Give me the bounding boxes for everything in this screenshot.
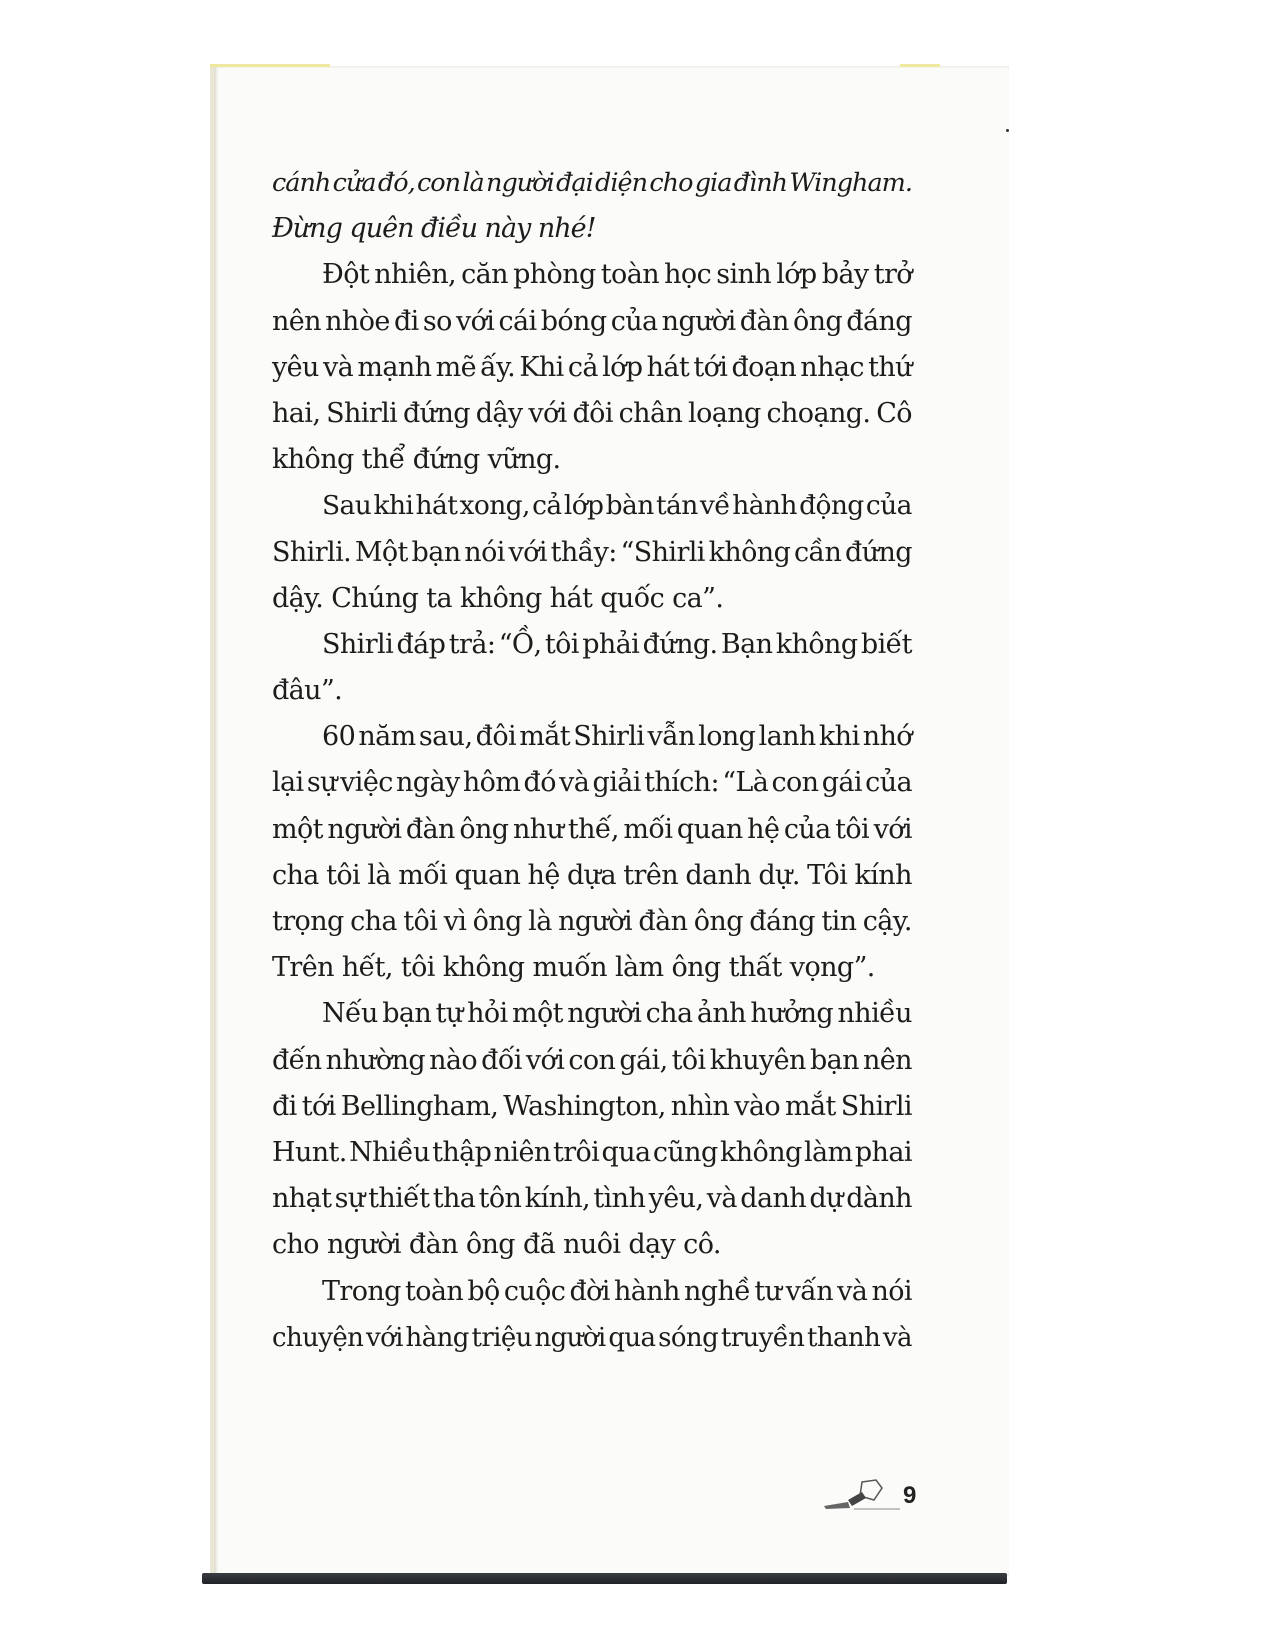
word: hôm: [462, 767, 521, 799]
word: nghề: [684, 1275, 751, 1307]
word: là: [528, 906, 552, 937]
word: người: [534, 1322, 606, 1353]
word: con: [568, 1044, 616, 1076]
word: đứng: [845, 536, 912, 568]
text-line: [272, 437, 912, 483]
word: gái,: [619, 1044, 668, 1076]
word: nên: [272, 305, 321, 337]
word: Wingham.: [789, 168, 912, 198]
word: gia: [694, 168, 732, 198]
word: dự: [809, 1183, 843, 1215]
word: dự.: [758, 859, 800, 891]
word: một: [272, 813, 323, 845]
word: vào: [734, 1090, 781, 1122]
word: trôi: [552, 1136, 600, 1168]
word: mạnh: [357, 351, 432, 383]
word: Washington,: [503, 1090, 666, 1122]
word: lớp: [563, 490, 604, 522]
word: Một: [354, 536, 408, 568]
word: của: [610, 305, 658, 337]
text-line: [272, 1176, 912, 1222]
word: đứng.: [642, 628, 718, 660]
word: đáng: [846, 305, 912, 337]
word: giải: [592, 767, 641, 799]
word: đoạn: [731, 351, 797, 383]
word: nào: [429, 1044, 478, 1076]
word: không: [708, 536, 791, 568]
word: đối: [481, 1044, 522, 1076]
word: hưởng: [750, 998, 834, 1030]
word: kính: [854, 859, 912, 891]
word: với: [508, 536, 547, 568]
word: với: [525, 1044, 565, 1076]
text-line: [272, 299, 912, 345]
word: Trong: [322, 1275, 401, 1307]
word: học: [664, 259, 712, 291]
word: vẫn: [647, 721, 695, 753]
word: người: [661, 305, 736, 337]
word: lớp: [602, 351, 643, 383]
text-line: [272, 668, 912, 714]
word: cánh: [272, 168, 331, 198]
line-text: Đừng quên điều này nhé!: [272, 213, 596, 245]
word: với: [365, 1322, 403, 1353]
word: dậy: [475, 397, 523, 429]
word: đàn: [638, 906, 688, 937]
word: đó: [523, 767, 556, 799]
word: phai: [854, 1136, 912, 1168]
word: người: [567, 998, 642, 1030]
word: đứng: [402, 397, 470, 429]
word: hàng: [405, 1322, 469, 1353]
word: thích:: [644, 767, 719, 799]
word: Hunt.: [272, 1136, 347, 1168]
text-line: [272, 206, 912, 252]
text-line: [272, 760, 912, 806]
word: mẽ: [435, 351, 476, 383]
word: Shirli: [322, 628, 394, 660]
word: đáp: [396, 628, 446, 660]
word: triệu: [471, 1322, 532, 1353]
word: một: [511, 998, 563, 1030]
text-line: [272, 1315, 912, 1361]
word: khi: [818, 721, 860, 753]
text-line: [272, 1084, 912, 1130]
word: lanh: [758, 721, 816, 753]
word: với: [528, 397, 567, 429]
word: Khi: [519, 351, 564, 383]
word: qua: [608, 1322, 656, 1353]
text-line: [272, 1269, 912, 1315]
word: yêu: [272, 351, 319, 383]
word: cha: [645, 998, 693, 1030]
word: ảnh: [696, 998, 746, 1030]
word: Bellingham,: [340, 1090, 499, 1122]
word: của: [783, 813, 831, 845]
word: đại: [556, 168, 593, 198]
word: hát: [646, 351, 690, 383]
word: trọng: [272, 906, 344, 937]
word: thập: [432, 1136, 492, 1168]
word: tình: [593, 1183, 646, 1215]
word: nhìn: [670, 1090, 730, 1122]
word: ông: [693, 906, 743, 937]
word: nhớ: [862, 721, 912, 753]
word: “Ồ,: [498, 628, 542, 660]
word: so: [422, 305, 452, 337]
word: với: [873, 813, 912, 845]
word: tự: [435, 998, 463, 1030]
word: nhạc: [800, 351, 864, 383]
word: Nhiều: [349, 1136, 430, 1168]
word: lại: [272, 767, 304, 799]
word: bàn: [605, 490, 654, 522]
word: yêu,: [648, 1183, 704, 1215]
word: làm: [804, 1136, 853, 1168]
text-line: [272, 483, 912, 529]
word: tha: [432, 1183, 476, 1215]
line-text: đâu”.: [272, 675, 343, 707]
word: nhiên,: [374, 259, 456, 291]
word: chân: [618, 397, 683, 429]
word: cuộc: [503, 1275, 566, 1307]
word: qua: [601, 1136, 651, 1168]
word: không: [719, 1136, 802, 1168]
word: “Là: [722, 767, 769, 799]
word: hành: [613, 1275, 680, 1307]
word: hỏi: [467, 998, 508, 1030]
word: cha: [272, 859, 319, 891]
word: nói: [871, 1275, 912, 1307]
word: vấn: [785, 1275, 833, 1307]
word: nhường: [325, 1044, 426, 1076]
text-line: [272, 714, 912, 760]
word: nhiều: [837, 998, 912, 1030]
word: con: [417, 168, 461, 198]
word: danh: [685, 859, 752, 891]
word: đi: [393, 305, 419, 337]
word: con: [771, 767, 819, 799]
word: gái: [821, 767, 862, 799]
text-line: [272, 1038, 912, 1084]
word: sinh: [716, 259, 772, 291]
text-line: [272, 345, 912, 391]
word: sự: [306, 767, 337, 799]
word: biết: [860, 628, 912, 660]
word: thanh: [807, 1322, 881, 1353]
word: bộ: [467, 1275, 500, 1307]
word: 60: [322, 721, 356, 753]
word: diện: [595, 168, 648, 198]
page-edge-highlight: [900, 64, 940, 67]
word: trả:: [448, 628, 496, 660]
text-line: [272, 252, 912, 298]
word: thế,: [567, 813, 619, 845]
word: khi: [373, 490, 414, 522]
word: đến: [272, 1044, 322, 1076]
word: và: [323, 351, 354, 383]
word: nên: [863, 1044, 912, 1076]
word: ông: [472, 906, 522, 937]
word: dựa: [567, 859, 616, 891]
word: Đột: [322, 259, 370, 291]
word: vì: [443, 906, 467, 937]
word: ông: [459, 813, 509, 845]
line-text: cho người đàn ông đã nuôi dạy cô.: [272, 1229, 721, 1261]
word: phải: [582, 628, 640, 660]
word: Nếu: [322, 998, 378, 1030]
line-text: Trên hết, tôi không muốn làm ông thất vọng”.: [272, 952, 875, 984]
word: bảy: [821, 259, 869, 291]
word: ấy.: [480, 351, 516, 383]
word: bạn: [809, 1044, 859, 1076]
word: trở: [873, 259, 912, 291]
word: và: [837, 1275, 868, 1307]
word: hai,: [272, 397, 321, 429]
word: cả: [567, 351, 598, 383]
word: tôi: [835, 813, 870, 845]
word: Shirli: [840, 1090, 912, 1122]
word: căn: [461, 259, 508, 291]
text-line: [272, 160, 912, 206]
word: hệ: [527, 859, 560, 891]
text-line: [272, 391, 912, 437]
word: bạn: [411, 536, 461, 568]
word: cả: [532, 490, 562, 522]
word: người: [486, 168, 554, 198]
word: năm: [358, 721, 416, 753]
word: tư: [754, 1275, 782, 1307]
word: chuyện: [272, 1322, 364, 1353]
word: với: [455, 305, 495, 337]
word: xong,: [459, 490, 530, 522]
word: sự: [334, 1183, 365, 1215]
text-line: [272, 853, 912, 899]
word: long: [698, 721, 756, 753]
word: “Shirli: [620, 536, 705, 568]
word: việc: [340, 767, 393, 799]
word: cái: [498, 305, 537, 337]
word: mắt: [519, 721, 570, 753]
word: về: [699, 490, 730, 522]
word: sau,: [418, 721, 473, 753]
word: không: [775, 628, 858, 660]
word: danh: [740, 1183, 807, 1215]
word: bạn: [382, 998, 432, 1030]
word: cậy.: [862, 906, 912, 937]
word: nhạt: [272, 1183, 332, 1215]
word: toàn: [405, 1275, 464, 1307]
word: Bạn: [720, 628, 773, 660]
page-number: 9: [903, 1482, 917, 1509]
word: sóng: [658, 1322, 719, 1353]
word: và: [882, 1322, 912, 1353]
word: Shirli.: [272, 536, 352, 568]
word: đàn: [405, 813, 455, 845]
line-text: dậy. Chúng ta không hát quốc ca”.: [272, 582, 724, 614]
word: niên: [493, 1136, 551, 1168]
word: thầy:: [550, 536, 617, 568]
text-line: [272, 622, 912, 668]
word: nói: [464, 536, 505, 568]
word: đời: [569, 1275, 610, 1307]
word: quan: [676, 813, 743, 845]
word: bóng: [540, 305, 607, 337]
word: tôi: [403, 906, 438, 937]
word: là: [367, 859, 391, 891]
word: đàn: [739, 305, 789, 337]
word: truyền: [720, 1322, 805, 1353]
word: ông: [792, 305, 843, 337]
text-line: [272, 945, 912, 991]
word: người: [558, 906, 633, 937]
text-line: [272, 991, 912, 1037]
text-line: [272, 576, 912, 622]
word: đình: [733, 168, 788, 198]
word: hát: [415, 490, 458, 522]
text-line: [272, 899, 912, 945]
word: đáng: [749, 906, 815, 937]
word: nhòe: [325, 305, 390, 337]
pen-ornament-icon: [818, 1478, 902, 1512]
word: Cô: [876, 397, 912, 429]
word: Tôi: [807, 859, 848, 891]
word: tới: [693, 351, 728, 383]
word: mối: [623, 813, 673, 845]
word: đó,: [377, 168, 415, 198]
word: hành: [732, 490, 797, 522]
text-line: [272, 807, 912, 853]
word: đôi: [572, 397, 613, 429]
word: trên: [623, 859, 679, 891]
word: đôi: [475, 721, 517, 753]
word: cũng: [652, 1136, 718, 1168]
word: Shirli: [326, 397, 398, 429]
word: động: [799, 490, 864, 522]
word: tôi: [326, 859, 361, 891]
word: mắt: [785, 1090, 836, 1122]
word: tin: [821, 906, 857, 937]
word: choạng.: [766, 397, 871, 429]
word: cửa: [332, 168, 376, 198]
word: dành: [846, 1183, 912, 1215]
word: tôi: [671, 1044, 706, 1076]
word: toàn: [600, 259, 659, 291]
word: kính,: [524, 1183, 591, 1215]
word: tôi: [544, 628, 579, 660]
word: tới: [301, 1090, 336, 1122]
word: tôn: [478, 1183, 522, 1215]
text-line: [272, 1130, 912, 1176]
word: người: [327, 813, 402, 845]
word: phòng: [513, 259, 596, 291]
word: là: [462, 168, 484, 198]
word: quan: [454, 859, 521, 891]
word: cho: [649, 168, 693, 198]
word: cha: [350, 906, 397, 937]
word: và: [559, 767, 590, 799]
word: loạng: [688, 397, 761, 429]
word: của: [865, 490, 912, 522]
text-line: [272, 1222, 912, 1268]
word: Shirli: [573, 721, 645, 753]
binding-edge: [202, 1573, 1007, 1584]
word: tán: [655, 490, 698, 522]
dust-speck: [1006, 129, 1009, 132]
word: thiết: [368, 1183, 430, 1215]
word: Sau: [322, 490, 372, 522]
word: mối: [398, 859, 448, 891]
word: thứ: [868, 351, 912, 383]
word: đi: [272, 1090, 297, 1122]
word: cần: [794, 536, 842, 568]
body-text: [272, 160, 912, 1361]
word: và: [706, 1183, 737, 1215]
word: ngày: [395, 767, 460, 799]
line-text: không thể đứng vững.: [272, 444, 561, 476]
text-line: [272, 530, 912, 576]
word: khuyên: [709, 1044, 806, 1076]
page-edge-highlight: [210, 64, 330, 67]
word: lớp: [776, 259, 817, 291]
word: của: [865, 767, 912, 799]
word: như: [513, 813, 564, 845]
word: hệ: [747, 813, 780, 845]
